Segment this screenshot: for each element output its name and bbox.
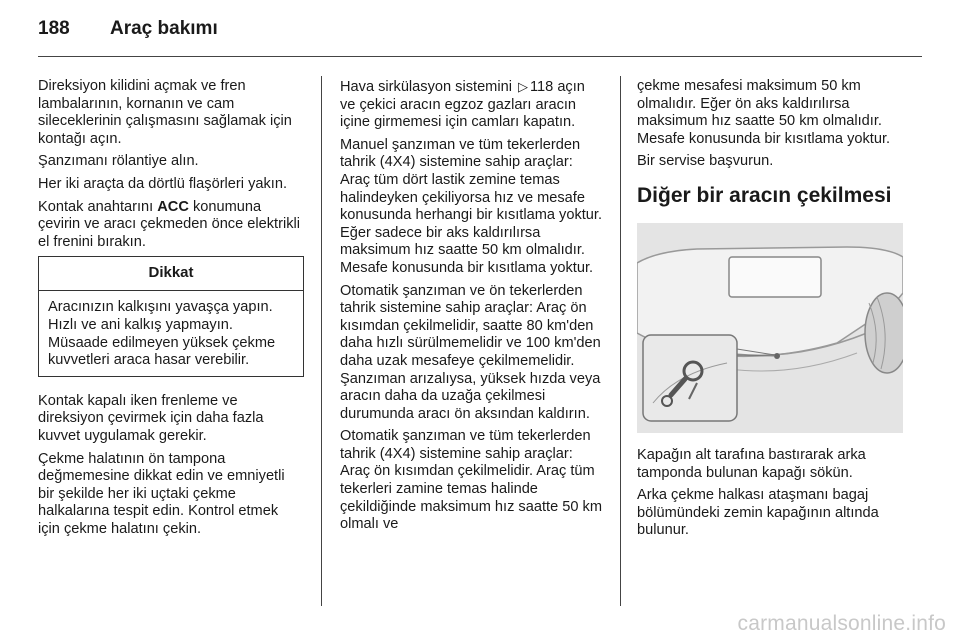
- paragraph: Direksiyon kilidini açmak ve fren lambalarının, kornanın ve cam sileceklerinin çalışmasını sağlamak için kontağı açın.: [38, 78, 292, 147]
- paragraph: Çekme halatının ön tampona değmemesine dikkat edin ve emniyetli bir şekilde her iki uçtaki çekme halkalarına tespit edin. Kontrol etmek için çekme halatını çekin.: [38, 450, 285, 537]
- watermark: carmanualsonline.info: [737, 612, 946, 635]
- section-heading: Diğer bir aracın çekilmesi: [637, 183, 892, 207]
- caution-text: Aracınızın kalkışını yavaşça yapın. Hızlı ve ani kalkış yapmayın. Müsaade edilmeyen yüksek çekme kuvvetleri araca hasar verebilir.: [48, 299, 276, 369]
- chapter-title: Araç bakımı: [110, 18, 218, 39]
- acc-label: ACC: [157, 198, 189, 215]
- page-ref[interactable]: 118: [530, 79, 554, 95]
- paragraph: Arka çekme halkası ataşmanı bagaj bölümündeki zemin kapağının altında bulunur.: [637, 487, 879, 539]
- paragraph: Otomatik şanzıman ve ön tekerlerden tahrik sistemine sahip araçlar: Araç ön kısımdan çekilmelidir, saatte 80 km'den daha hızlı sürülmemelidir ve 100 km'den daha uzak mesafeye çekilmemelidir. Şanzıman arızalıysa, yüksek hızda veya aracın daha da uzağa çekilmesi durumunda aracı ön aksından kaldırın.: [340, 282, 601, 422]
- paragraph: Otomatik şanzıman ve tüm tekerlerden tahrik (4X4) sistemine sahip araçlar: Araç ön kısımdan çekilmelidir. Araç tüm tekerleri zamine temas halinde çekildiğinde maksimum hız saatte 50 km olmalı ve: [340, 428, 602, 533]
- paragraph: [340, 78, 604, 132]
- column-1: [38, 78, 304, 543]
- paragraph: Her iki araçta da dörtlü flaşörleri yakın.: [38, 175, 288, 192]
- rear-bumper-illustration: [637, 223, 903, 433]
- column-divider: [321, 76, 322, 606]
- text: açın ve çekici aracın egzoz gazları aracın içine girmemesi için camları kapatın.: [340, 79, 585, 131]
- text: Kontak anahtarını: [38, 198, 158, 215]
- column-divider: [620, 76, 621, 606]
- tow-eye-illustration-icon: [637, 223, 903, 433]
- column-3: [637, 78, 903, 545]
- caution-box: [38, 256, 304, 376]
- header-rule: [38, 56, 922, 57]
- caution-title: Dikkat: [39, 257, 303, 291]
- paragraph: Manuel şanzıman ve tüm tekerlerden tahrik (4X4) sistemine sahip araçlar: Araç tüm dört lastik zemine temas halindeyken çekiliyorsa hız ve mesafe konusunda herhangi bir kısıtlama yoktur. Eğer sadece bir aks kaldırılırsa maksimum hız saatte 50 km olmalıdır. Mesafe konusunda bir kısıtlama yoktur.: [340, 136, 603, 276]
- paragraph: [38, 199, 304, 252]
- page-header: [38, 18, 218, 44]
- column-2: [340, 78, 604, 539]
- paragraph: Kapağın alt tarafına bastırarak arka tamponda bulunan kapağı sökün.: [637, 446, 866, 481]
- paragraph: Kontak kapalı iken frenleme ve direksiyon çevirmek için daha fazla kuvvet uygulamak gerekir.: [38, 392, 264, 444]
- paragraph: çekme mesafesi maksimum 50 km olmalıdır. Eğer ön aks kaldırılırsa maksimum hız saatte 50 km olmalıdır. Mesafe konusunda bir kısıtlama yoktur.: [637, 78, 891, 147]
- page-number: 188: [38, 18, 70, 39]
- paragraph: Bir servise başvurun.: [637, 153, 774, 170]
- text: konumuna çevirin ve aracı çekmeden önce elektrikli el frenini bırakın.: [38, 198, 300, 250]
- paragraph: Şanzımanı rölantiye alın.: [38, 153, 199, 170]
- triangle-ref-icon: ▷: [518, 79, 528, 94]
- text: Hava sirkülasyon sistemini: [340, 79, 516, 95]
